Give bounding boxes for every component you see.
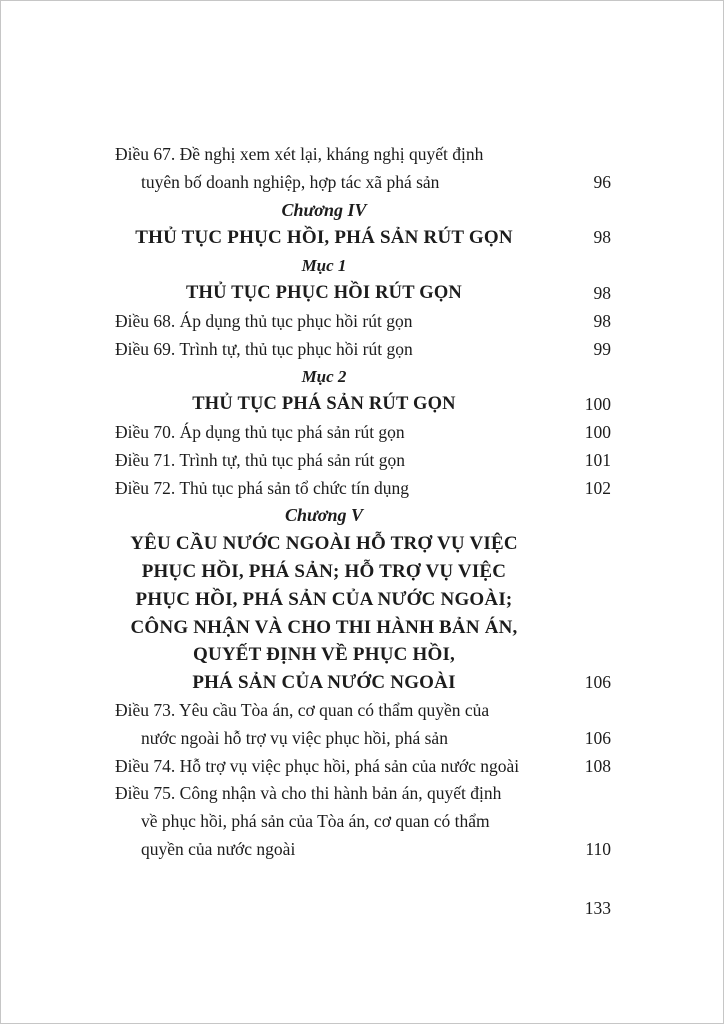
toc-page-number: 100: [584, 421, 611, 442]
toc-entry-text: [115, 391, 533, 419]
toc-entry-text: [115, 419, 611, 447]
toc-line: PHỤC HỒI, PHÁ SẢN CỦA NƯỚC NGOÀI;: [135, 588, 513, 610]
table-of-contents: [115, 141, 611, 864]
toc-entry-chapter-title: [115, 530, 611, 697]
toc-line: Mục 2: [301, 367, 347, 387]
toc-entry-text: [115, 280, 533, 308]
toc-entry-article: [115, 447, 611, 475]
toc-page-number: 108: [584, 755, 611, 776]
toc-page-number: 110: [585, 838, 611, 859]
toc-page-number: 99: [593, 338, 611, 359]
toc-entry-text: [115, 475, 611, 503]
toc-page-number: 100: [584, 394, 611, 415]
toc-line: Chương V: [285, 505, 363, 526]
toc-entry-article: [115, 753, 611, 781]
toc-page-number: 106: [584, 672, 611, 693]
toc-line: PHỤC HỒI, PHÁ SẢN; HỖ TRỢ VỤ VIỆC: [141, 560, 507, 582]
toc-page-number: 98: [593, 310, 611, 331]
toc-line: quyền của nước ngoài: [141, 838, 296, 859]
toc-entry-section: [115, 252, 611, 280]
toc-entry-text: [115, 336, 611, 364]
toc-entry-text: [115, 363, 533, 391]
toc-page-number: 101: [584, 449, 611, 470]
toc-line: THỦ TỤC PHỤC HỒI, PHÁ SẢN RÚT GỌN: [135, 227, 513, 249]
toc-entry-section: [115, 363, 611, 391]
toc-line: CÔNG NHẬN VÀ CHO THI HÀNH BẢN ÁN,: [130, 616, 518, 638]
toc-entry-article: [115, 308, 611, 336]
toc-line: Điều 67. Đề nghị xem xét lại, kháng nghị quyết định: [115, 144, 484, 164]
toc-entry-text: [115, 780, 611, 863]
toc-entry-article: [115, 780, 611, 863]
toc-line: THỦ TỤC PHÁ SẢN RÚT GỌN: [192, 394, 456, 415]
toc-line: Mục 1: [301, 256, 347, 276]
toc-entry-section-title: [115, 391, 611, 419]
toc-entry-text: [115, 197, 533, 225]
toc-page-number: 102: [584, 477, 611, 498]
toc-entry-text: [115, 224, 533, 252]
toc-entry-article: [115, 697, 611, 753]
toc-line: QUYẾT ĐỊNH VỀ PHỤC HỒI,: [192, 644, 456, 666]
toc-entry-text: [115, 753, 611, 781]
toc-entry-article: [115, 475, 611, 503]
toc-page-number: 98: [593, 282, 611, 303]
toc-line: Điều 70. Áp dụng thủ tục phá sản rút gọn: [115, 421, 405, 442]
toc-line: THỦ TỤC PHỤC HỒI RÚT GỌN: [186, 282, 462, 303]
toc-entry-text: [115, 530, 533, 697]
toc-line: Điều 71. Trình tự, thủ tục phá sản rút gọn: [115, 449, 405, 470]
toc-entry-text: [115, 502, 533, 530]
toc-entry-text: [115, 308, 611, 336]
toc-line: YÊU CẦU NƯỚC NGOÀI HỖ TRỢ VỤ VIỆC: [130, 533, 518, 555]
toc-line: về phục hồi, phá sản của Tòa án, cơ quan có thẩm: [141, 811, 490, 832]
toc-entry-chapter-title: [115, 224, 611, 252]
toc-line: Điều 75. Công nhận và cho thi hành bản án, quyết định: [115, 783, 502, 804]
toc-line: Điều 72. Thủ tục phá sản tổ chức tín dụng: [115, 477, 409, 498]
toc-line: tuyên bố doanh nghiệp, hợp tác xã phá sản: [141, 171, 440, 192]
toc-page-number: 106: [584, 727, 611, 748]
toc-entry-text: [115, 252, 533, 280]
toc-line: Điều 73. Yêu cầu Tòa án, cơ quan có thẩm quyền của: [115, 699, 490, 720]
toc-entry-section-title: [115, 280, 611, 308]
toc-entry-article: [115, 336, 611, 364]
toc-line: Điều 74. Hỗ trợ vụ việc phục hồi, phá sản của nước ngoài: [115, 755, 520, 776]
toc-page-number: 98: [593, 227, 611, 248]
toc-entry-text: [115, 697, 611, 753]
toc-line: Chương IV: [281, 199, 367, 220]
toc-line: nước ngoài hỗ trợ vụ việc phục hồi, phá sản: [141, 727, 448, 748]
toc-entry-text: [115, 447, 611, 475]
toc-entry-text: [115, 141, 611, 197]
toc-page-number: 96: [593, 171, 611, 192]
toc-line: Điều 69. Trình tự, thủ tục phục hồi rút gọn: [115, 338, 413, 359]
toc-line: Điều 68. Áp dụng thủ tục phục hồi rút gọn: [115, 310, 413, 331]
toc-line: PHÁ SẢN CỦA NƯỚC NGOÀI: [192, 672, 456, 694]
toc-entry-chapter: [115, 197, 611, 225]
toc-entry-article: [115, 419, 611, 447]
toc-entry-chapter: [115, 502, 611, 530]
footer-page-number: 133: [584, 898, 611, 918]
toc-entry-article: [115, 141, 611, 197]
